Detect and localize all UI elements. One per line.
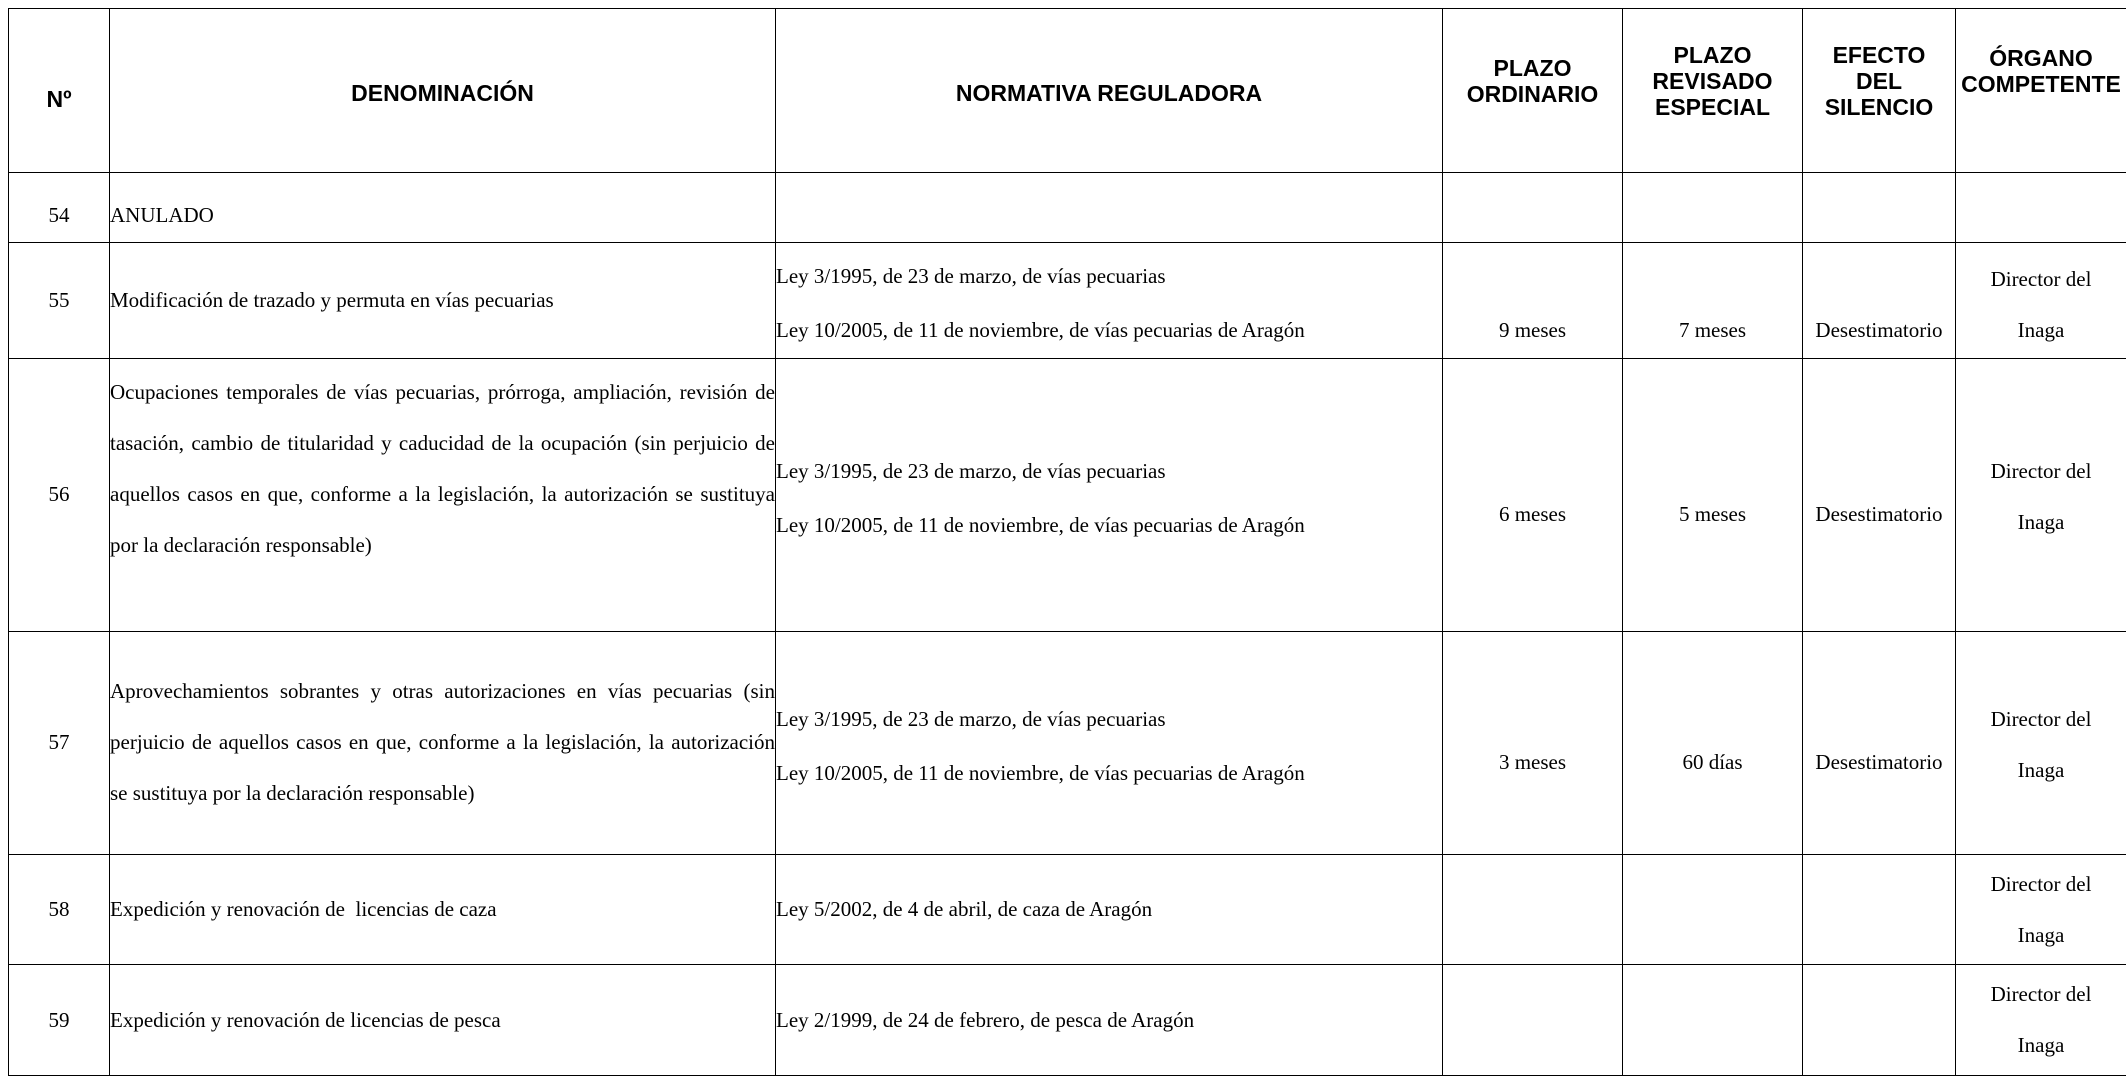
row-number: 58 (9, 854, 110, 964)
row-normativa (776, 632, 1443, 855)
row-normativa (776, 173, 1443, 243)
row-number: 57 (9, 632, 110, 855)
table-row (9, 965, 2126, 1076)
header-organo: ÓRGANO COMPETENTE (1956, 9, 2126, 173)
row-organo: Director del Inaga (1956, 358, 2126, 631)
row-number: 55 (9, 243, 110, 359)
row-normativa (776, 965, 1443, 1076)
row-plazo-ordinario (1443, 854, 1623, 964)
row-denominacion: Expedición y renovación de licencias de caza (110, 854, 776, 964)
row-normativa (776, 358, 1443, 631)
row-plazo-ordinario (1443, 173, 1623, 243)
row-number: 59 (9, 965, 110, 1076)
header-plazo-revisado: PLAZO REVISADO ESPECIAL (1623, 9, 1803, 173)
normativa-law: Ley 3/1995, de 23 de marzo, de vías pecuarias (776, 263, 1166, 288)
row-organo: Director del Inaga (1956, 965, 2126, 1076)
table-row (9, 243, 2126, 359)
normativa-law: Ley 3/1995, de 23 de marzo, de vías pecuarias (776, 458, 1166, 483)
row-efecto-silencio (1803, 854, 1956, 964)
normativa-law: Ley 5/2002, de 4 de abril, de caza de Aragón (776, 897, 1153, 922)
table-row (9, 173, 2126, 243)
row-number: 56 (9, 358, 110, 631)
row-plazo-revisado: 7 meses (1623, 243, 1803, 359)
row-denominacion: Modificación de trazado y permuta en vías pecuarias (110, 243, 776, 359)
row-efecto-silencio (1803, 965, 1956, 1076)
row-denominacion: Expedición y renovación de licencias de pesca (110, 965, 776, 1076)
normativa-law: Ley 10/2005, de 11 de noviembre, de vías pecuarias de Aragón (776, 512, 1305, 537)
row-denominacion: ANULADO (110, 173, 776, 243)
row-plazo-revisado (1623, 965, 1803, 1076)
header-plazo-ordinario: PLAZO ORDINARIO (1443, 9, 1623, 173)
row-plazo-ordinario: 3 meses (1443, 632, 1623, 855)
header-denominacion: DENOMINACIÓN (110, 9, 776, 173)
header-row (9, 9, 2126, 173)
row-efecto-silencio: Desestimatorio (1803, 358, 1956, 631)
row-plazo-revisado: 60 días (1623, 632, 1803, 855)
row-plazo-ordinario: 9 meses (1443, 243, 1623, 359)
row-organo: Director del Inaga (1956, 243, 2126, 359)
normativa-law: Ley 3/1995, de 23 de marzo, de vías pecuarias (776, 706, 1166, 731)
row-denominacion: Ocupaciones temporales de vías pecuarias, prórroga, ampliación, revisión de tasación, cambio de titularidad y caducidad de la ocupación (sin perjuicio de aquellos casos en que, conforme a la legislación, la autorización se sustituya por la declaración responsable) (110, 358, 776, 631)
row-plazo-ordinario: 6 meses (1443, 358, 1623, 631)
header-efecto-silencio: EFECTO DEL SILENCIO (1803, 9, 1956, 173)
row-number: 54 (9, 173, 110, 243)
procedures-table (8, 8, 2126, 1076)
table-row (9, 632, 2126, 855)
table-row (9, 358, 2126, 631)
row-organo (1956, 173, 2126, 243)
normativa-law: Ley 10/2005, de 11 de noviembre, de vías pecuarias de Aragón (776, 760, 1305, 785)
row-efecto-silencio: Desestimatorio (1803, 632, 1956, 855)
header-num: Nº (9, 9, 110, 173)
row-efecto-silencio (1803, 173, 1956, 243)
row-organo: Director del Inaga (1956, 632, 2126, 855)
row-efecto-silencio: Desestimatorio (1803, 243, 1956, 359)
row-normativa (776, 243, 1443, 359)
normativa-law: Ley 2/1999, de 24 de febrero, de pesca de Aragón (776, 1007, 1195, 1032)
row-denominacion: Aprovechamientos sobrantes y otras autorizaciones en vías pecuarias (sin perjuicio de aquellos casos en que, conforme a la legislación, la autorización se sustituya por la declaración responsable) (110, 632, 776, 855)
row-plazo-revisado (1623, 173, 1803, 243)
row-organo: Director del Inaga (1956, 854, 2126, 964)
table-row (9, 854, 2126, 964)
normativa-law: Ley 10/2005, de 11 de noviembre, de vías pecuarias de Aragón (776, 317, 1305, 342)
row-plazo-ordinario (1443, 965, 1623, 1076)
row-normativa (776, 854, 1443, 964)
header-normativa: NORMATIVA REGULADORA (776, 9, 1443, 173)
row-plazo-revisado: 5 meses (1623, 358, 1803, 631)
row-plazo-revisado (1623, 854, 1803, 964)
